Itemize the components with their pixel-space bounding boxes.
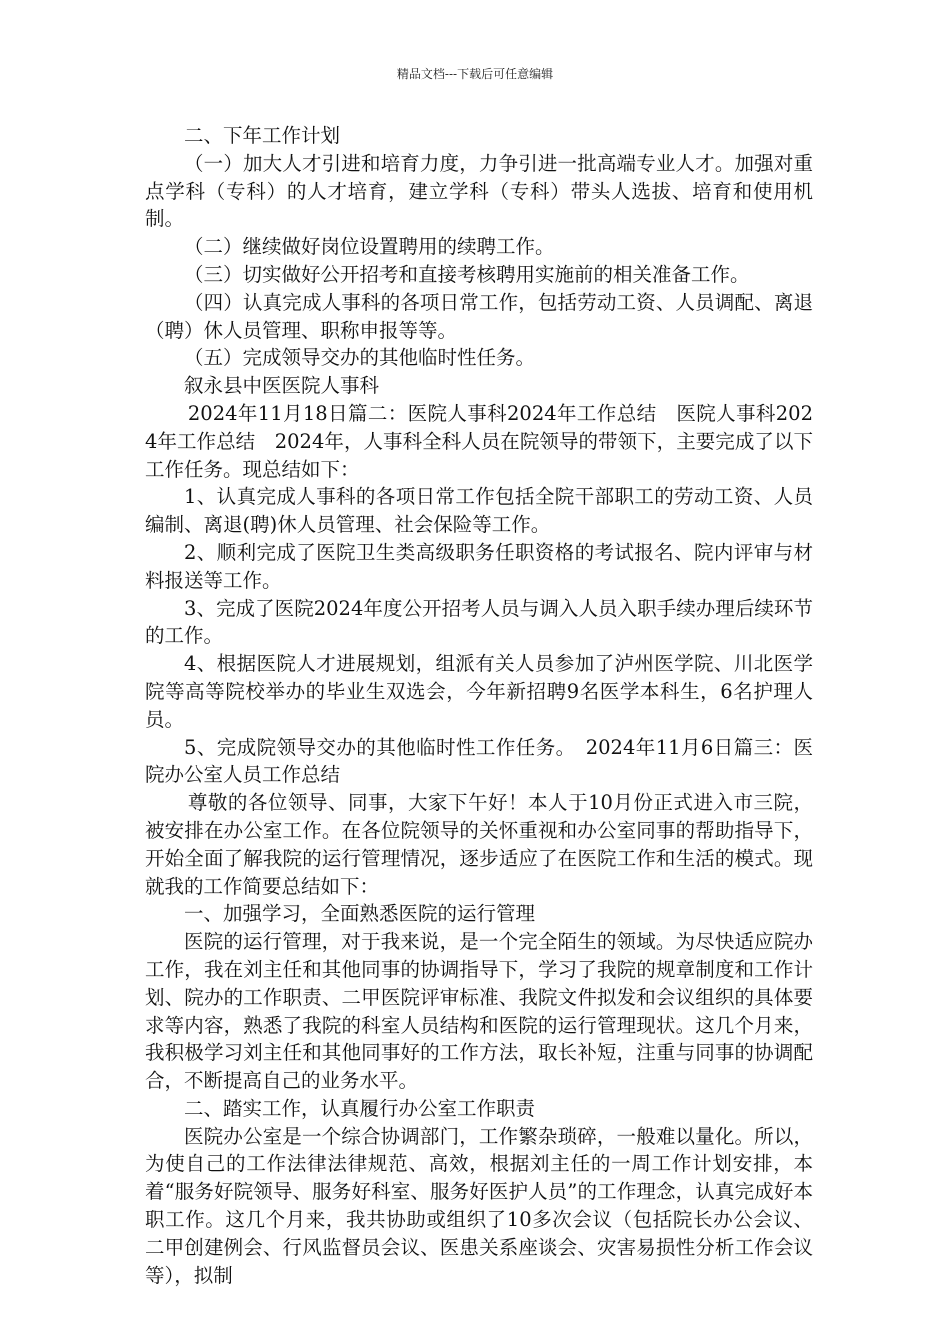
page-header: 精品文档---下载后可任意编辑 [396,67,554,81]
summary-item-5-and-article-three-title: 5、完成院领导交办的其他临时性工作任务。 2024年11月6日篇三：医院办公室人员工作总结 [145,735,813,787]
summary-item-1: 1、认真完成人事科的各项日常工作包括全院干部职工的劳动工资、人员编制、离退(聘)休人员管理、社会保险等工作。 [145,485,813,537]
summary-item-4: 4、根据医院人才进展规划，组派有关人员参加了泸州医学院、川北医学院等高等院校举办的毕业生双选会，今年新招聘9名医学本科生，6名护理人员。 [145,652,813,731]
summary-item-2: 2、顺利完成了医院卫生类高级职务任职资格的考试报名、院内评审与材料报送等工作。 [145,540,813,592]
plan-item-2: （二）继续做好岗位设置聘用的续聘工作。 [184,235,555,259]
article-three-greeting: 尊敬的各位领导、同事，大家下午好！本人于10月份正式进入市三院，被安排在办公室工作。在各位院领导的关怀重视和办公室同事的帮助指导下，开始全面了解我院的运行管理情况，逐步适应了在医院工作和生活的模式。现就我的工作简要总结如下： [145,791,813,898]
date-and-article-two-intro: 2024年11月18日篇二：医院人事科2024年工作总结 医院人事科2024年工作总结 2024年，人事科全科人员在院领导的带领下，主要完成了以下工作任务。现总结如下： [145,401,813,481]
work-paragraph: 医院办公室是一个综合协调部门，工作繁杂琐碎，一般难以量化。所以，为使自己的工作法律法律规范、高效，根据刘主任的一周工作计划安排，本着“服务好院领导、服务好科室、服务好医护人员”的工作理念，认真完成好本职工作。这几个月来，我共协助或组织了10多次会议（包括院长办公会议、二甲创建例会、行风监督员会议、医患关系座谈会、灾害易损性分析工作会议等），拟制 [145,1124,813,1287]
section-heading-work: 二、踏实工作，认真履行办公室工作职责 [184,1096,536,1120]
document-body [145,122,813,1289]
plan-item-3: （三）切实做好公开招考和直接考核聘用实施前的相关准备工作。 [184,262,750,286]
plan-item-4: （四）认真完成人事科的各项日常工作，包括劳动工资、人员调配、离退（聘）休人员管理、职称申报等等。 [145,290,813,342]
plan-item-1: （一）加大人才引进和培育力度，力争引进一批高端专业人才。加强对重点学科（专科）的人才培育，建立学科（专科）带头人选拔、培育和使用机制。 [145,151,813,231]
plan-item-5: （五）完成领导交办的其他临时性任务。 [184,346,536,370]
signature-department: 叙永县中医医院人事科 [184,374,380,398]
study-paragraph: 医院的运行管理，对于我来说，是一个完全陌生的领域。为尽快适应院办工作，我在刘主任和其他同事的协调指导下，学习了我院的规章制度和工作计划、院办的工作职责、二甲医院评审标准、我院文件拟发和会议组织的具体要求等内容，熟悉了我院的科室人员结构和医院的运行管理现状。这几个月来，我积极学习刘主任和其他同事好的工作方法，取长补短，注重与同事的协调配合，不断提高自己的业务水平。 [145,930,813,1093]
section-heading-plan: 二、下年工作计划 [184,124,341,147]
summary-item-3: 3、完成了医院2024年度公开招考人员与调入人员入职手续办理后续环节的工作。 [145,596,813,648]
section-heading-study: 一、加强学习，全面熟悉医院的运行管理 [184,902,536,926]
